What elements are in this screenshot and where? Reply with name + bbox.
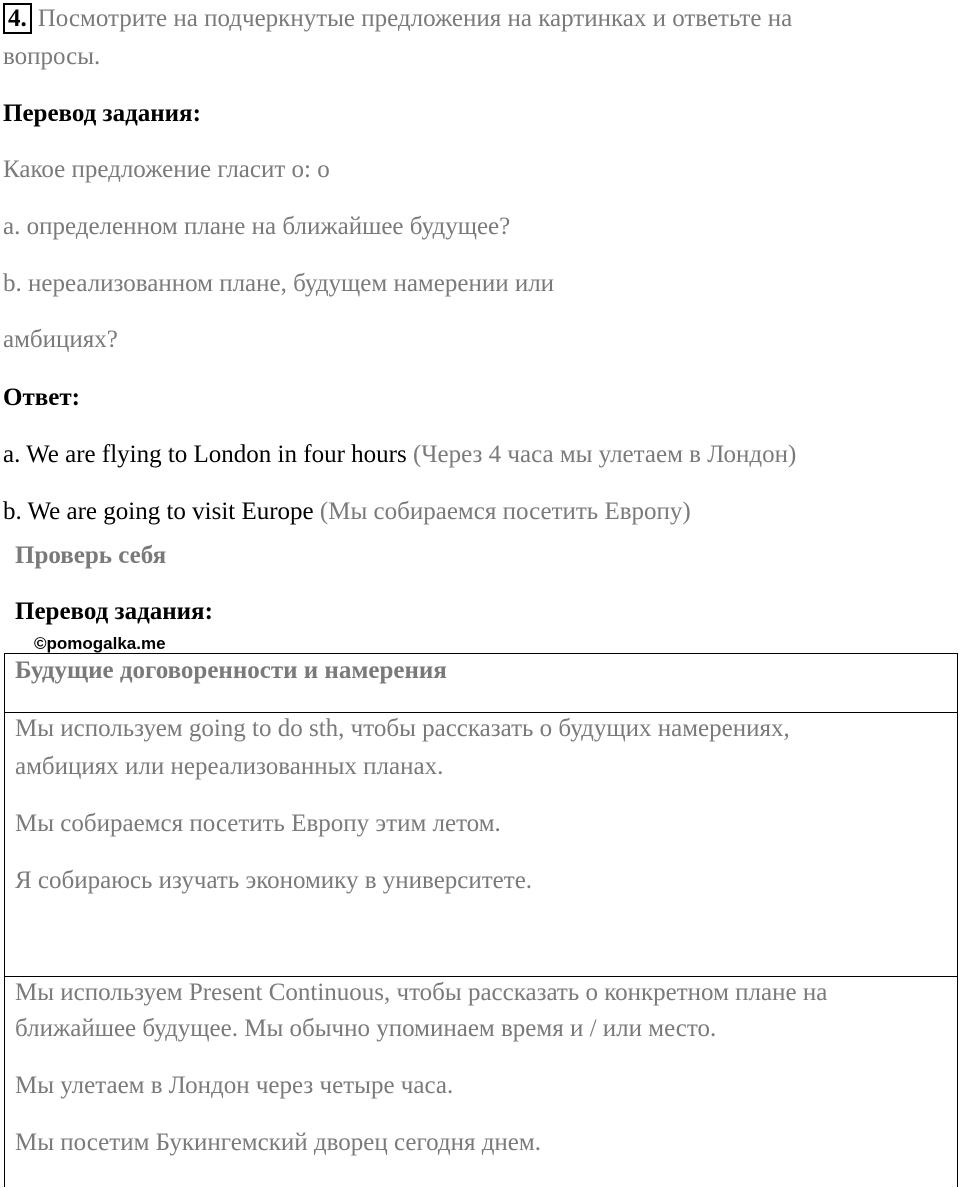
watermark: ©pomogalka.me — [34, 634, 166, 653]
table-title: Будущие договоренности и намерения — [15, 657, 447, 684]
answer-a-prefix: a. — [3, 441, 21, 468]
answer-a-russian: (Через 4 часа мы улетаем в Лондон) — [406, 441, 797, 468]
answer-item-a — [3, 436, 796, 474]
answer-heading: Ответ: — [3, 384, 80, 411]
task-instruction-text: Посмотрите на подчеркнутые предложения на картинках и ответьте на — [37, 5, 793, 32]
section2-line2: ближайшее будущее. Мы обычно упоминаем время и / или место. — [15, 1015, 717, 1042]
section1-example2: Я собираюсь изучать экономику в университете. — [15, 867, 533, 894]
translation-heading: Перевод задания: — [3, 100, 201, 127]
answer-item-b — [3, 493, 691, 531]
grammar-table — [4, 653, 958, 1187]
check-heading: Проверь себя — [15, 542, 167, 569]
table-title-row — [5, 654, 957, 713]
section2-line1: Мы используем Present Continuous, чтобы рассказать о конкретном плане на — [15, 979, 828, 1006]
table-section-present-continuous — [5, 977, 957, 1188]
translation-line-1: Какое предложение гласит о: о — [3, 156, 330, 183]
answer-a-english: We are flying to London in four hours — [20, 441, 407, 468]
check-translation-heading: Перевод задания: — [15, 598, 213, 625]
task-instruction-line2: вопросы. — [3, 43, 101, 70]
section1-line1: Мы используем going to do sth, чтобы рассказать о будущих намерениях, — [15, 715, 790, 742]
answer-b-english: We are going to visit Europe — [21, 498, 314, 525]
answer-b-russian: (Мы собираемся посетить Европу) — [313, 498, 691, 525]
task-number: 4. — [3, 3, 32, 34]
section1-line2: амбициях или нереализованных планах. — [15, 753, 444, 780]
section2-example1: Мы улетаем в Лондон через четыре часа. — [15, 1072, 454, 1099]
answer-b-prefix: b. — [3, 498, 22, 525]
task-instruction-line1 — [3, 0, 792, 38]
translation-line-2: a. определенном плане на ближайшее будущее? — [3, 213, 511, 240]
table-section-going-to — [5, 713, 957, 977]
translation-line-3: b. нереализованном плане, будущем намерении или — [3, 270, 555, 297]
translation-line-4: амбициях? — [3, 326, 118, 353]
section1-example1: Мы собираемся посетить Европу этим летом. — [15, 810, 501, 837]
section2-example2: Мы посетим Букингемский дворец сегодня днем. — [15, 1129, 541, 1156]
